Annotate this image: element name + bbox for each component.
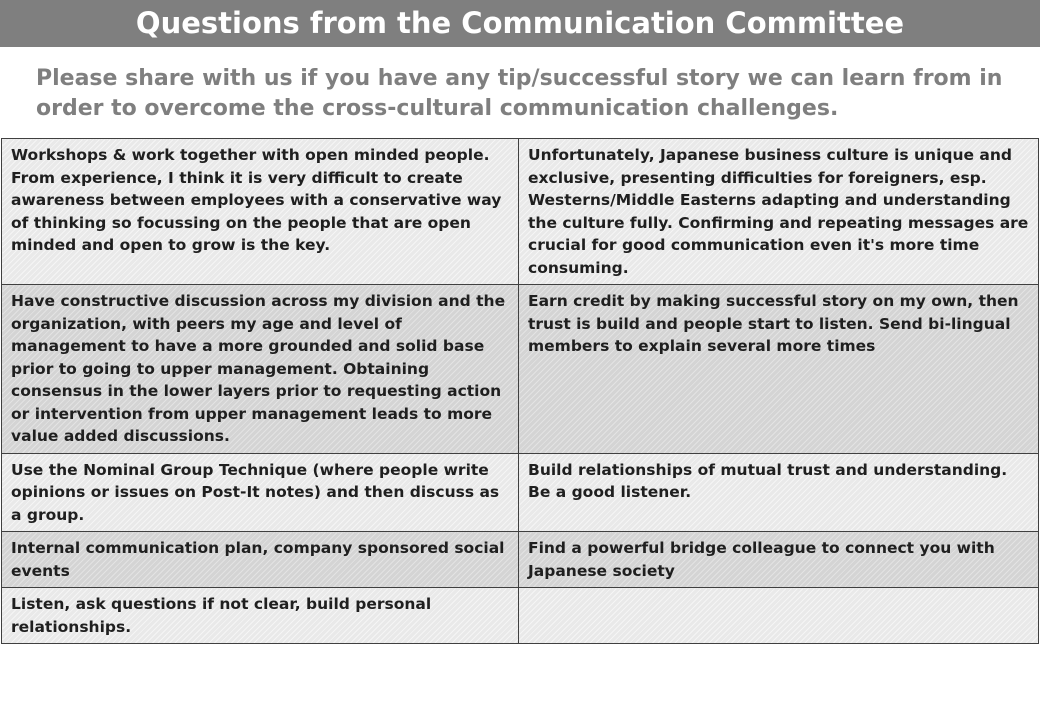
- table-row: [2, 453, 1039, 532]
- response-cell: Internal communication plan, company sponsored social events: [2, 532, 519, 588]
- page-subtitle: Please share with us if you have any tip/successful story we can learn from in order to overcome the cross-cultural communication challenges.: [36, 66, 1003, 121]
- response-cell: Build relationships of mutual trust and understanding. Be a good listener.: [519, 453, 1039, 532]
- page-title: Questions from the Communication Committee: [0, 0, 1040, 47]
- response-cell: Have constructive discussion across my division and the organization, with peers my age and level of management to have a more grounded and solid base prior to going to upper management. Obtaining consensus in the lower layers prior to requesting action or intervention from upper management leads to more value added discussions.: [2, 285, 519, 454]
- table-row: [2, 532, 1039, 588]
- response-cell: Workshops & work together with open minded people. From experience, I think it is very difficult to create awareness between employees with a conservative way of thinking so focussing on the people that are open minded and open to grow is the key.: [2, 139, 519, 285]
- table-row: [2, 285, 1039, 454]
- response-cell: Earn credit by making successful story on my own, then trust is build and people start to listen. Send bi-lingual members to explain several more times: [519, 285, 1039, 454]
- empty-cell: [519, 588, 1039, 644]
- table-row: [2, 139, 1039, 285]
- responses-table: [1, 138, 1039, 644]
- table-row: [2, 588, 1039, 644]
- response-cell: Use the Nominal Group Technique (where people write opinions or issues on Post-It notes) and then discuss as a group.: [2, 453, 519, 532]
- response-cell: Listen, ask questions if not clear, build personal relationships.: [2, 588, 519, 644]
- response-cell: Find a powerful bridge colleague to connect you with Japanese society: [519, 532, 1039, 588]
- response-cell: Unfortunately, Japanese business culture is unique and exclusive, presenting difficulties for foreigners, esp. Westerns/Middle Easterns adapting and understanding the culture fully. Confirming and repeating messages are crucial for good communication even it's more time consuming.: [519, 139, 1039, 285]
